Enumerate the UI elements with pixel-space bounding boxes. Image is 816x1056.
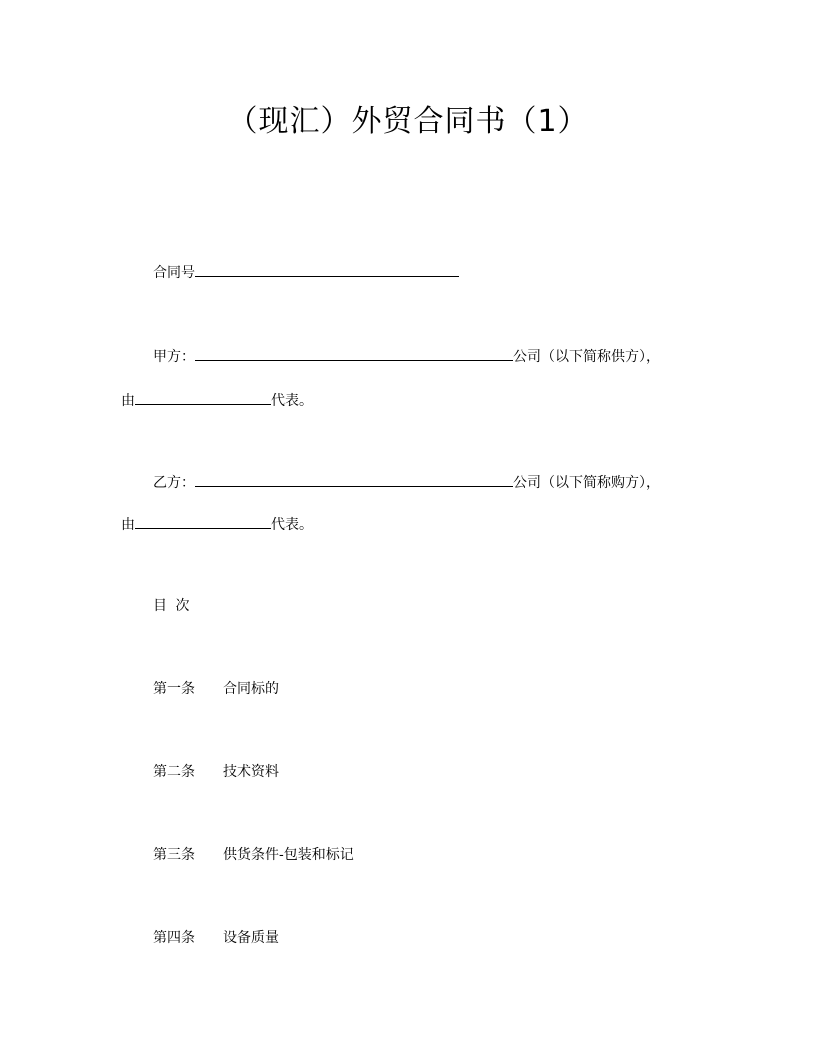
party-a-rep-suffix: 代表。 — [271, 393, 313, 409]
article-number: 第一条 — [153, 681, 195, 697]
article-title: 合同标的 — [223, 681, 279, 697]
party-b-rep-line — [121, 514, 313, 535]
party-b-rep-blank — [135, 514, 271, 529]
article-title: 技术资料 — [223, 764, 279, 780]
party-b-rep-suffix: 代表。 — [271, 517, 313, 533]
toc-item — [153, 762, 279, 782]
party-b-label: 乙方： — [153, 475, 195, 491]
contract-number-blank — [195, 262, 459, 277]
party-a-rep-line — [121, 390, 313, 411]
toc-item — [153, 679, 279, 699]
party-b-rep-prefix: 由 — [121, 517, 135, 533]
party-a-name-blank — [195, 346, 513, 361]
toc-heading: 目 次 — [153, 598, 190, 614]
contract-number-line — [153, 262, 459, 283]
toc-item — [153, 928, 279, 948]
article-title: 供货条件-包装和标记 — [223, 847, 354, 863]
article-number: 第二条 — [153, 764, 195, 780]
toc-item — [153, 845, 354, 865]
party-a-line — [153, 346, 660, 367]
party-a-suffix: 公司（以下简称供方）， — [513, 349, 660, 365]
article-number: 第四条 — [153, 930, 195, 946]
contract-number-label: 合同号 — [153, 265, 195, 281]
party-a-label: 甲方： — [153, 349, 195, 365]
party-a-rep-prefix: 由 — [121, 393, 135, 409]
party-a-rep-blank — [135, 390, 271, 405]
party-b-name-blank — [195, 472, 513, 487]
party-b-suffix: 公司（以下简称购方）， — [513, 475, 660, 491]
article-title: 设备质量 — [223, 930, 279, 946]
document-title: （现汇）外贸合同书（1） — [227, 104, 589, 139]
party-b-line — [153, 472, 660, 493]
article-number: 第三条 — [153, 847, 195, 863]
